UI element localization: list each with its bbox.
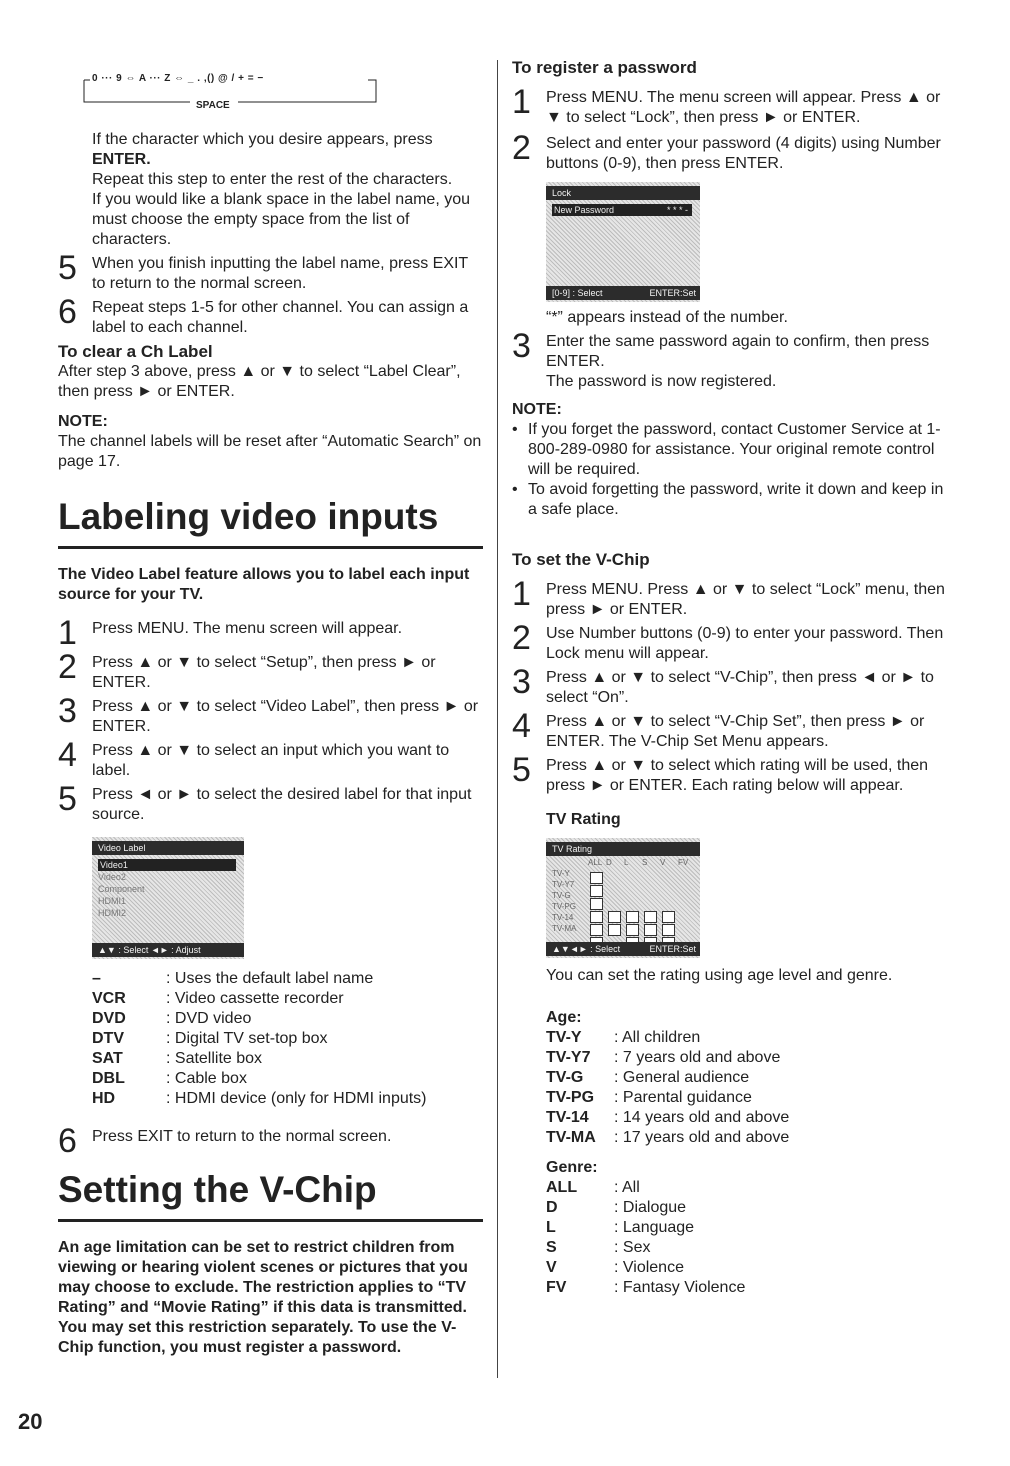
label-key: VCR xyxy=(92,990,126,1007)
lock-icon xyxy=(590,872,603,884)
genre-desc: : Violence xyxy=(614,1259,684,1276)
genre-label: Genre: xyxy=(546,1159,598,1176)
step-text: Press MENU. The menu screen will appear. Press ▲ or ▼ to select “Lock”, then press ► or ENTER. xyxy=(546,89,941,126)
age-key: TV-14 xyxy=(546,1109,589,1126)
section-intro-labeling: The Video Label feature allows you to label each input source for your TV. xyxy=(58,566,470,603)
step-number: 6 xyxy=(58,1122,77,1160)
rating-col: S xyxy=(642,858,648,867)
step-after: The password is now registered. xyxy=(546,373,777,390)
age-item xyxy=(546,1108,952,1128)
step-text: Press ▲ or ▼ to select “Video Label”, then press ► or ENTER. xyxy=(92,698,479,735)
label-desc: : Digital TV set-top box xyxy=(166,1030,328,1047)
label-desc: : DVD video xyxy=(166,1010,252,1027)
lock-icon xyxy=(608,924,621,936)
label-desc: : Satellite box xyxy=(166,1050,263,1067)
rating-row: TV-MA xyxy=(552,924,577,933)
osd-footer xyxy=(546,942,700,956)
rating-col: V xyxy=(660,858,666,867)
step-text: Enter the same password again to confirm, then press ENTER. xyxy=(546,333,930,370)
step-text: Press ▲ or ▼ to select “V-Chip”, then press ◄ or ► to select “On”. xyxy=(546,669,934,706)
step xyxy=(58,1122,483,1160)
age-desc: : 7 years old and above xyxy=(614,1049,781,1066)
step xyxy=(512,129,952,174)
step-number: 2 xyxy=(512,129,531,167)
age-desc: : Parental guidance xyxy=(614,1089,752,1106)
genre-key: V xyxy=(546,1259,557,1276)
genre-desc: : Dialogue xyxy=(614,1199,687,1216)
step xyxy=(58,293,483,338)
osd-title: Lock xyxy=(546,186,700,200)
rating-col: D xyxy=(606,858,612,867)
register-heading: To register a password xyxy=(512,58,697,77)
age-desc: : All children xyxy=(614,1029,701,1046)
step-number: 4 xyxy=(512,707,531,745)
step-number: 3 xyxy=(512,327,531,365)
vchip-heading: To set the V-Chip xyxy=(512,550,650,569)
step-text: Press MENU. The menu screen will appear. xyxy=(92,620,403,637)
step-text: Press ▲ or ▼ to select which rating will be used, then press ► or ENTER. Each rating below will appear. xyxy=(546,757,929,794)
label-desc: : HDMI device (only for HDMI inputs) xyxy=(166,1090,427,1107)
genre-desc: : Language xyxy=(614,1219,695,1236)
rating-row: TV-G xyxy=(552,891,571,900)
age-label: Age: xyxy=(546,1009,582,1026)
label-item xyxy=(92,1089,483,1109)
lock-icon xyxy=(644,924,657,936)
step xyxy=(512,707,952,752)
osd-footer: ▲▼ : Select ◄► : Adjust xyxy=(92,943,244,957)
osd-footer-left: ▲▼◄► : Select xyxy=(552,944,621,954)
step-number: 1 xyxy=(512,83,531,121)
age-item xyxy=(546,1128,952,1148)
step xyxy=(512,751,952,796)
step-number: 3 xyxy=(58,692,77,730)
step-number: 1 xyxy=(512,575,531,613)
label-key: SAT xyxy=(92,1050,123,1067)
step-text: Press ▲ or ▼ to select “V-Chip Set”, then press ► or ENTER. The V-Chip Set Menu appears. xyxy=(546,713,925,750)
osd-field xyxy=(552,204,692,216)
age-desc: : General audience xyxy=(614,1069,750,1086)
lock-icon xyxy=(590,911,603,923)
age-item xyxy=(546,1028,952,1048)
rating-row: TV-Y xyxy=(552,869,570,878)
osd-row: Video2 xyxy=(98,872,126,882)
step xyxy=(58,780,483,825)
labeling-steps xyxy=(58,614,483,825)
step xyxy=(58,692,483,737)
step xyxy=(512,619,952,664)
note-bullet: • To avoid forgetting the password, write it down and keep in a safe place. xyxy=(512,480,952,520)
intro-paragraph xyxy=(92,130,483,250)
genre-desc: : All xyxy=(614,1179,640,1196)
osd-row: HDMI1 xyxy=(98,896,127,906)
rating-col: ALL xyxy=(588,858,603,867)
sequence-top: 0 ··· 9 ⇔ A ··· Z ⇔ _ . ,() @ / + = − xyxy=(92,73,264,84)
age-item xyxy=(546,1088,952,1108)
age-key: TV-PG xyxy=(546,1089,595,1106)
intro-line: If you would like a blank space in the label name, you must choose the empty space from the list of characters. xyxy=(92,191,471,248)
age-desc: : 14 years old and above xyxy=(614,1109,790,1126)
genre-desc: : Sex xyxy=(614,1239,651,1256)
step-text: Press MENU. Press ▲ or ▼ to select “Lock” menu, then press ► or ENTER. xyxy=(546,581,945,618)
section-title-vchip: Setting the V-Chip xyxy=(58,1169,483,1222)
osd-footer-left: [0-9] : Select xyxy=(552,288,603,298)
clear-label-heading: To clear a Ch Label xyxy=(58,342,213,361)
lock-icon xyxy=(626,924,639,936)
osd-title: TV Rating xyxy=(546,842,700,856)
lock-icon xyxy=(662,924,675,936)
section-intro-vchip: An age limitation can be set to restrict children from viewing or hearing violent scenes or pictures that you may choose to exclude. The restriction applies to “TV Rating” and “Movie Rating” if this data is transmitted. You may set this restriction separately. To use the V-Chip function, you must register a password. xyxy=(58,1239,468,1356)
label-item xyxy=(92,1009,483,1029)
step-text: Press ◄ or ► to select the desired label for that input source. xyxy=(92,786,472,823)
note-label: NOTE: xyxy=(58,413,108,430)
age-key: TV-Y7 xyxy=(546,1049,591,1066)
lock-icon xyxy=(608,911,621,923)
step-number: 5 xyxy=(512,751,531,789)
step xyxy=(512,575,952,620)
age-list xyxy=(546,1028,952,1148)
note-label: NOTE: xyxy=(512,401,562,418)
age-desc: : 17 years old and above xyxy=(614,1129,790,1146)
section-title-labeling: Labeling video inputs xyxy=(58,496,483,549)
rating-column-headers xyxy=(546,858,700,868)
step-text: When you finish inputting the label name, press EXIT to return to the normal screen. xyxy=(92,255,468,292)
label-item xyxy=(92,1049,483,1069)
intro-line: Repeat this step to enter the rest of the characters. xyxy=(92,171,453,188)
step-text: Press ▲ or ▼ to select an input which you want to label. xyxy=(92,742,450,779)
intro-line: ENTER. xyxy=(92,151,151,168)
rating-row: TV-14 xyxy=(552,913,574,922)
lock-icon xyxy=(644,911,657,923)
genre-item xyxy=(546,1218,952,1238)
genre-key: FV xyxy=(546,1279,567,1296)
age-item xyxy=(546,1068,952,1088)
genre-item xyxy=(546,1198,952,1218)
lock-icon-grid xyxy=(590,872,678,949)
rating-row: TV-Y7 xyxy=(552,880,575,889)
age-key: TV-G xyxy=(546,1069,584,1086)
genre-item xyxy=(546,1238,952,1258)
rating-row: TV-PG xyxy=(552,902,577,911)
label-key: – xyxy=(92,970,101,987)
genre-item xyxy=(546,1278,952,1298)
step-text: Repeat steps 1-5 for other channel. You can assign a label to each channel. xyxy=(92,299,469,336)
step-number: 5 xyxy=(58,780,77,818)
step xyxy=(512,663,952,708)
note-text: The channel labels will be reset after “Automatic Search” on page 17. xyxy=(58,433,482,470)
lock-icon xyxy=(662,911,675,923)
genre-key: S xyxy=(546,1239,557,1256)
rating-note: You can set the rating using age level and genre. xyxy=(546,967,893,984)
step-number: 2 xyxy=(512,619,531,657)
osd-row: Video1 xyxy=(98,859,236,871)
osd-row: HDMI2 xyxy=(98,908,127,918)
label-key: HD xyxy=(92,1090,116,1107)
step-number: 3 xyxy=(512,663,531,701)
step xyxy=(512,327,952,392)
tv-rating-label: TV Rating xyxy=(546,811,621,828)
intro-line: If the character which you desire appears, press xyxy=(92,131,433,148)
step xyxy=(58,614,483,652)
rating-col: FV xyxy=(678,858,689,867)
step xyxy=(512,83,952,128)
label-desc: : Cable box xyxy=(166,1070,247,1087)
character-sequence-diagram xyxy=(78,60,378,111)
lock-icon xyxy=(590,885,603,897)
tv-rating-osd xyxy=(546,838,700,958)
step-text: Press ▲ or ▼ to select “Setup”, then press ► or ENTER. xyxy=(92,654,436,691)
genre-list xyxy=(546,1178,952,1298)
clear-label-text: After step 3 above, press ▲ or ▼ to select “Label Clear”, then press ► or ENTER. xyxy=(58,363,461,400)
label-desc: : Video cassette recorder xyxy=(166,990,344,1007)
step xyxy=(58,648,483,693)
step-text: Select and enter your password (4 digits) using Number buttons (0-9), then press ENTER. xyxy=(546,135,941,172)
osd-field-label: New Password xyxy=(554,205,615,215)
right-column xyxy=(512,58,952,1298)
lock-icon xyxy=(590,898,603,910)
label-item xyxy=(92,969,483,989)
label-item xyxy=(92,1029,483,1049)
step-number: 6 xyxy=(58,293,77,331)
label-key: DBL xyxy=(92,1070,125,1087)
video-label-osd xyxy=(92,837,244,959)
label-key: DVD xyxy=(92,1010,126,1027)
label-key: DTV xyxy=(92,1030,124,1047)
step-text: Press EXIT to return to the normal screen. xyxy=(92,1128,392,1145)
genre-item xyxy=(546,1258,952,1278)
genre-key: L xyxy=(546,1219,556,1236)
genre-item xyxy=(546,1178,952,1198)
genre-key: D xyxy=(546,1199,558,1216)
osd-title: Video Label xyxy=(92,841,244,855)
step xyxy=(58,736,483,781)
step-number: 1 xyxy=(58,614,77,652)
label-list xyxy=(92,969,483,1109)
osd-row: Component xyxy=(98,884,145,894)
osd-footer-right: ENTER:Set xyxy=(649,288,696,298)
step-number: 4 xyxy=(58,736,77,774)
osd-footer xyxy=(546,286,700,300)
step-number: 2 xyxy=(58,648,77,686)
age-item xyxy=(546,1048,952,1068)
genre-key: ALL xyxy=(546,1179,578,1196)
left-column xyxy=(58,60,483,1358)
rating-col: L xyxy=(624,858,629,867)
label-item xyxy=(92,1069,483,1089)
osd-field-value: * * * - xyxy=(666,205,688,215)
osd-footer-right: ENTER:Set xyxy=(649,944,696,954)
lock-osd xyxy=(546,182,700,302)
step xyxy=(58,249,483,294)
sequence-bottom: SPACE xyxy=(196,100,230,111)
note-bullet: • If you forget the password, contact Customer Service at 1-800-289-0980 for assistance. Your original remote control will be required. xyxy=(512,420,952,480)
genre-desc: : Fantasy Violence xyxy=(614,1279,746,1296)
column-divider xyxy=(497,60,498,1378)
step-text: Use Number buttons (0-9) to enter your password. Then Lock menu will appear. xyxy=(546,625,944,662)
age-key: TV-Y xyxy=(546,1029,582,1046)
label-desc: : Uses the default label name xyxy=(166,970,374,987)
step-number: 5 xyxy=(58,249,77,287)
age-key: TV-MA xyxy=(546,1129,596,1146)
star-note: “*” appears instead of the number. xyxy=(546,309,788,326)
label-item xyxy=(92,989,483,1009)
lock-icon xyxy=(626,911,639,923)
lock-icon xyxy=(590,924,603,936)
page-number: 20 xyxy=(18,1409,43,1434)
